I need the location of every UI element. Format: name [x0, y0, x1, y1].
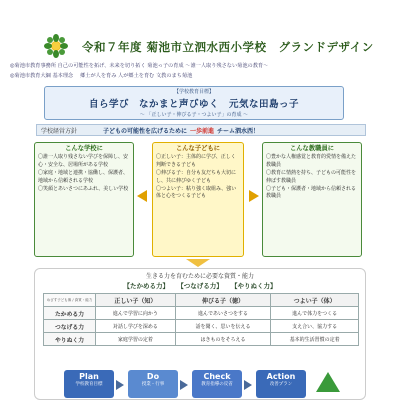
- pdca-action-sub: 改善プラン: [269, 382, 293, 387]
- arrow-right-icon: [249, 190, 259, 202]
- row-header: たかめる力: [44, 307, 96, 320]
- goal-main-text: 自ら学び なかまと声びゆく 元気な田島っ子: [88, 99, 299, 110]
- row-header: つなげる力: [44, 320, 96, 333]
- ideal-teacher-item: 〇豊かな人権感覚と教育的愛情を備えた教職員: [266, 154, 357, 168]
- ideal-school-heading: こんな学校に: [65, 145, 103, 152]
- page-title: 令和７年度 菊池市立泗水西小学校 グランドデザイン: [82, 40, 374, 54]
- table-cell: はきものをそろえる: [175, 333, 271, 346]
- ideal-child-item: 〇正しい子：主体的に学び、正しく判断できる子ども: [156, 154, 236, 168]
- pdca-check-title: Check: [203, 372, 231, 381]
- pdca-do-title: Do: [146, 372, 160, 381]
- row-header: やりぬく力: [44, 333, 96, 346]
- skills-title: 生きる力を育むために必要な資質・能力: [145, 273, 254, 280]
- table-cell: 家庭学習の定着: [96, 333, 176, 346]
- policy-text: 子どもの可能性を広げるために: [103, 127, 188, 135]
- table-row: [44, 307, 359, 320]
- skills-subtitle: 【たかめる力】 【つなげる力】 【やりぬく力】: [123, 282, 277, 290]
- arrow-right-icon: [116, 380, 124, 390]
- ideal-child-box: [152, 142, 244, 257]
- arrow-left-icon: [137, 190, 147, 202]
- ideal-teacher-item: 〇子ども・保護者・地域から信頼される教職員: [266, 186, 357, 200]
- ideal-child-item: 〇つよい子：粘り強く取組み、強い体と心をつくる子ども: [156, 186, 237, 200]
- ideal-child-heading: こんな子どもに: [175, 145, 221, 152]
- table-cell: 進んで学習に向かう: [96, 307, 176, 320]
- pdca-action-box: [256, 370, 306, 398]
- policy-label: 学校経営方針: [41, 127, 78, 135]
- table-cell: 話を聞く、思いを伝える: [175, 320, 271, 333]
- pdca-check-sub: 教育指導の反省: [201, 382, 233, 387]
- arrow-right-icon: [244, 380, 252, 390]
- management-policy-bar: [36, 124, 366, 136]
- table-corner-cell: めざす子ども像 / 資質・能力: [44, 294, 96, 307]
- ideal-teacher-box: [262, 142, 362, 257]
- pdca-action-title: Action: [266, 372, 296, 381]
- pdca-plan-title: Plan: [79, 372, 99, 381]
- table-cell: 進んであいさつをする: [175, 307, 271, 320]
- table-cell: 支え合い、協力する: [271, 320, 359, 333]
- table-row: [44, 320, 359, 333]
- ideal-teacher-item: 〇教育に情熱を持ち、子どもの可能性を伸ばす教職員: [266, 170, 357, 184]
- education-office-policy: ◎菊池市教育事務所 自己の可能性を拓げ、未来を切り拓く 菊池っ子の育成 ～誰一人取り残さない菊池の教育～: [10, 63, 269, 69]
- pdca-check-box: [192, 370, 242, 398]
- cycle-arrow-icon: [316, 372, 340, 392]
- ideal-school-item: 〇誰一人取り残さない学びを保障し、安心・安全な、居場所がある学校: [38, 154, 129, 168]
- education-charter: ◎菊池市教育大綱 基本理念 郷土が人を育み 人が郷土を育む 文教のまち菊池: [10, 73, 193, 79]
- policy-strong-text: 一歩前進: [190, 127, 215, 135]
- policy-end-text: チーム泗水西！: [217, 127, 260, 135]
- ideal-school-item: 〇家庭・地域と連携・協働し、保護者、地域から信頼される学校: [38, 170, 129, 184]
- ideal-child-item: 〇伸びる子：自分も友だちも大切にし、共に伸びゆく子ども: [156, 170, 237, 184]
- table-cell: 基本的生活習慣の定着: [271, 333, 359, 346]
- column-header: つよい子（体）: [271, 294, 359, 307]
- goal-sub-text: ～ 「正しい子・伸びる子・つよい子」の育成 ～: [139, 112, 249, 118]
- arrow-right-icon: [180, 380, 188, 390]
- column-header: 伸びる子（徳）: [175, 294, 271, 307]
- goal-tag: 【学校教育目標】: [173, 89, 214, 95]
- ideal-school-box: [34, 142, 134, 257]
- table-row: [44, 333, 359, 346]
- column-header: 正しい子（知）: [96, 294, 176, 307]
- pdca-do-box: [128, 370, 178, 398]
- header: [0, 36, 400, 58]
- school-goal-box: [44, 86, 344, 120]
- table-cell: 対話し学びを深める: [96, 320, 176, 333]
- pdca-do-sub: 授業・行事: [141, 382, 165, 387]
- pdca-plan-box: [64, 370, 114, 398]
- school-emblem-icon: [44, 34, 68, 58]
- ideal-school-item: 〇笑顔とあいさつにあふれ、美しい学校: [38, 186, 129, 193]
- table-header-row: [44, 294, 359, 307]
- arrow-down-icon: [186, 259, 210, 267]
- skills-matrix-table: [43, 293, 359, 346]
- table-cell: 進んで体力をつくる: [271, 307, 359, 320]
- ideal-teacher-heading: こんな教職員に: [289, 145, 335, 152]
- pdca-plan-sub: 学校教育目標: [75, 382, 103, 387]
